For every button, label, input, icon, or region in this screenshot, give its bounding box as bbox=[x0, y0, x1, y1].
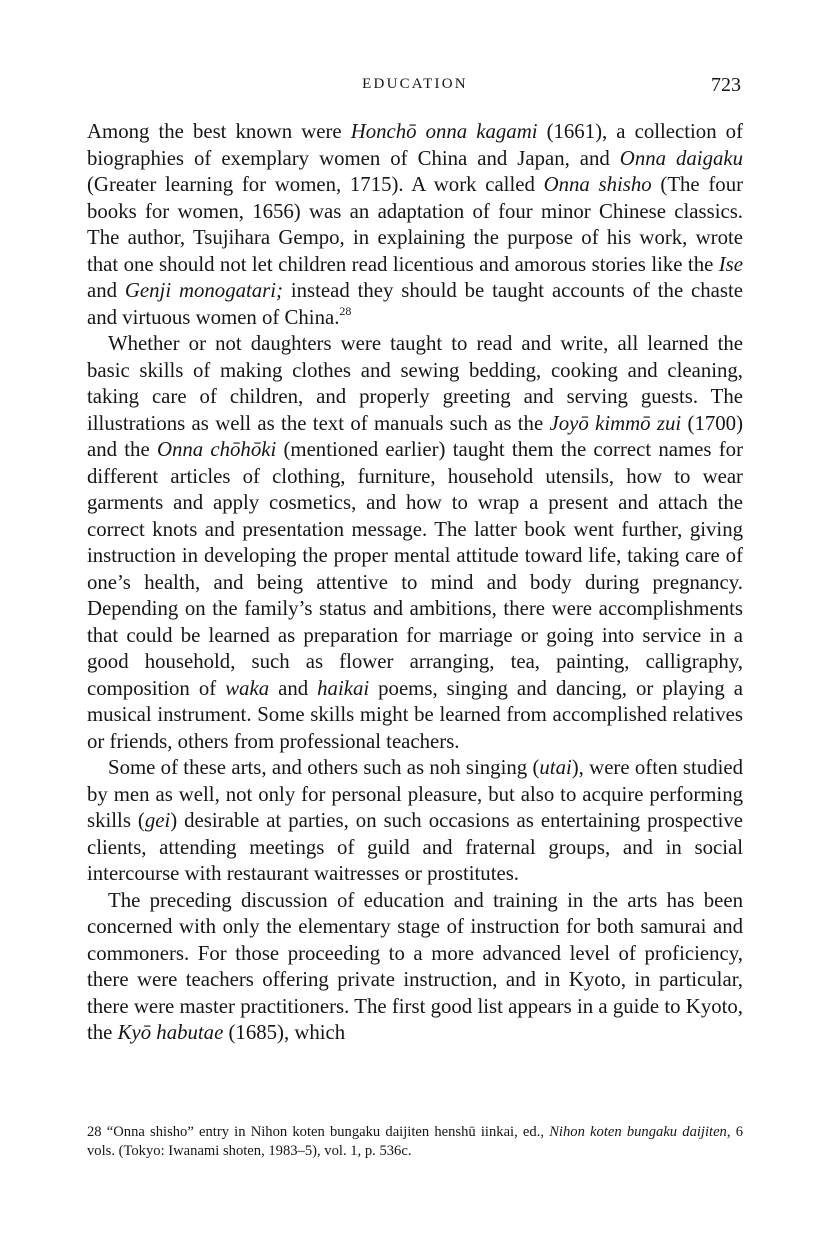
page-number: 723 bbox=[711, 74, 741, 96]
text-run: (1661), a collection of biographies of exemplary women of China and Japan, and bbox=[87, 120, 743, 170]
italic-title: Joyō kimmō zui bbox=[549, 411, 682, 435]
text-run: (1685), which bbox=[223, 1021, 346, 1044]
text-run: (1700) and the bbox=[87, 411, 743, 461]
italic-title: haikai bbox=[317, 676, 370, 700]
italic-title: Onna daigaku bbox=[619, 146, 743, 170]
text-run: ), were often studied by men as well, not only for personal pleasure, but also to acquire performing skills ( bbox=[87, 756, 744, 832]
italic-title: utai bbox=[539, 756, 572, 779]
text-run: Among the best known were bbox=[87, 120, 351, 143]
text-run: and bbox=[87, 279, 125, 302]
text-run: instead they should be taught accounts of the chaste and virtuous women of China. bbox=[87, 279, 743, 329]
text-run: (Greater learning for women, 1715). A work called bbox=[87, 173, 544, 196]
text-run: and bbox=[269, 676, 318, 700]
italic-title: Onna chōhōki bbox=[156, 438, 277, 461]
italic-title: gei bbox=[144, 809, 171, 832]
text-run: 6 vols. (Tokyo: Iwanami shoten, 1983–5), vol. 1, p. 536c. bbox=[87, 1124, 743, 1159]
italic-title: Onna shisho bbox=[543, 173, 652, 196]
italic-title: Honchō onna kagami bbox=[350, 120, 538, 143]
footnote-ref: 28 bbox=[339, 303, 352, 318]
running-head bbox=[87, 74, 743, 98]
italic-title: waka bbox=[225, 676, 270, 700]
text-run: (mentioned earlier) taught them the correct names for different articles of clothing, furniture, household utensils, how to wear garments and apply cosmetics, and how to wrap a present and attach the correct knots and presentation message. The latter book went further, giving instruction in developing the proper mental attitude toward life, taking care of one’s health, and being attentive to mind and body during pregnancy. Depending on the family’s status and ambitions, there were accomplishments that could be learned as preparation for marriage or going into service in a good household, such as flower arranging, tea, painting, calligraphy, composition of bbox=[87, 438, 744, 700]
text-run: (The four books for women, 1656) was an adaptation of four minor Chinese classics. The author, Tsujihara Gempo, in explaining the purpose of his work, wrote that one should not let children read licentious and amorous stories like the bbox=[87, 173, 744, 276]
running-title: EDUCATION bbox=[362, 76, 468, 92]
paragraph-4 bbox=[87, 888, 743, 1047]
text-run: The preceding discussion of education and training in the arts has been concerned with only the elementary stage of instruction for both samurai and commoners. For those proceeding to a more advanced level of proficiency, there were teachers offering private instruction, and in Kyoto, in particular, there were master practitioners. The first good list appears in a guide to Kyoto, the bbox=[87, 888, 743, 1044]
text-run: ) desirable at parties, on such occasions as entertaining prospective clients, attending meetings of guild and fraternal groups, and in social intercourse with restaurant waitresses or prostitutes. bbox=[87, 809, 743, 885]
text-run: 28 “Onna shisho” entry in Nihon koten bungaku daijiten henshū iinkai, ed., bbox=[87, 1124, 550, 1140]
paragraph-1 bbox=[87, 119, 743, 331]
paragraph-3 bbox=[87, 755, 743, 888]
body-text bbox=[87, 119, 743, 1047]
italic-title: Ise bbox=[718, 252, 743, 276]
italic-title: Genji monogatari; bbox=[124, 279, 283, 302]
italic-title: Kyō habutae bbox=[117, 1021, 224, 1044]
italic-title: Nihon koten bungaku daijiten, bbox=[549, 1124, 731, 1140]
text-run: Some of these arts, and others such as noh singing ( bbox=[108, 756, 540, 779]
footnote-28 bbox=[87, 1123, 743, 1161]
paragraph-2 bbox=[87, 331, 743, 755]
text-run: poems, singing and dancing, or playing a musical instrument. Some skills might be learned from accomplished relatives or friends, others from professional teachers. bbox=[87, 676, 743, 753]
text-run: Whether or not daughters were taught to read and write, all learned the basic skills of making clothes and sewing bedding, cooking and cleaning, taking care of children, and properly greeting and serving guests. The illustrations as well as the text of manuals such as the bbox=[87, 332, 743, 435]
